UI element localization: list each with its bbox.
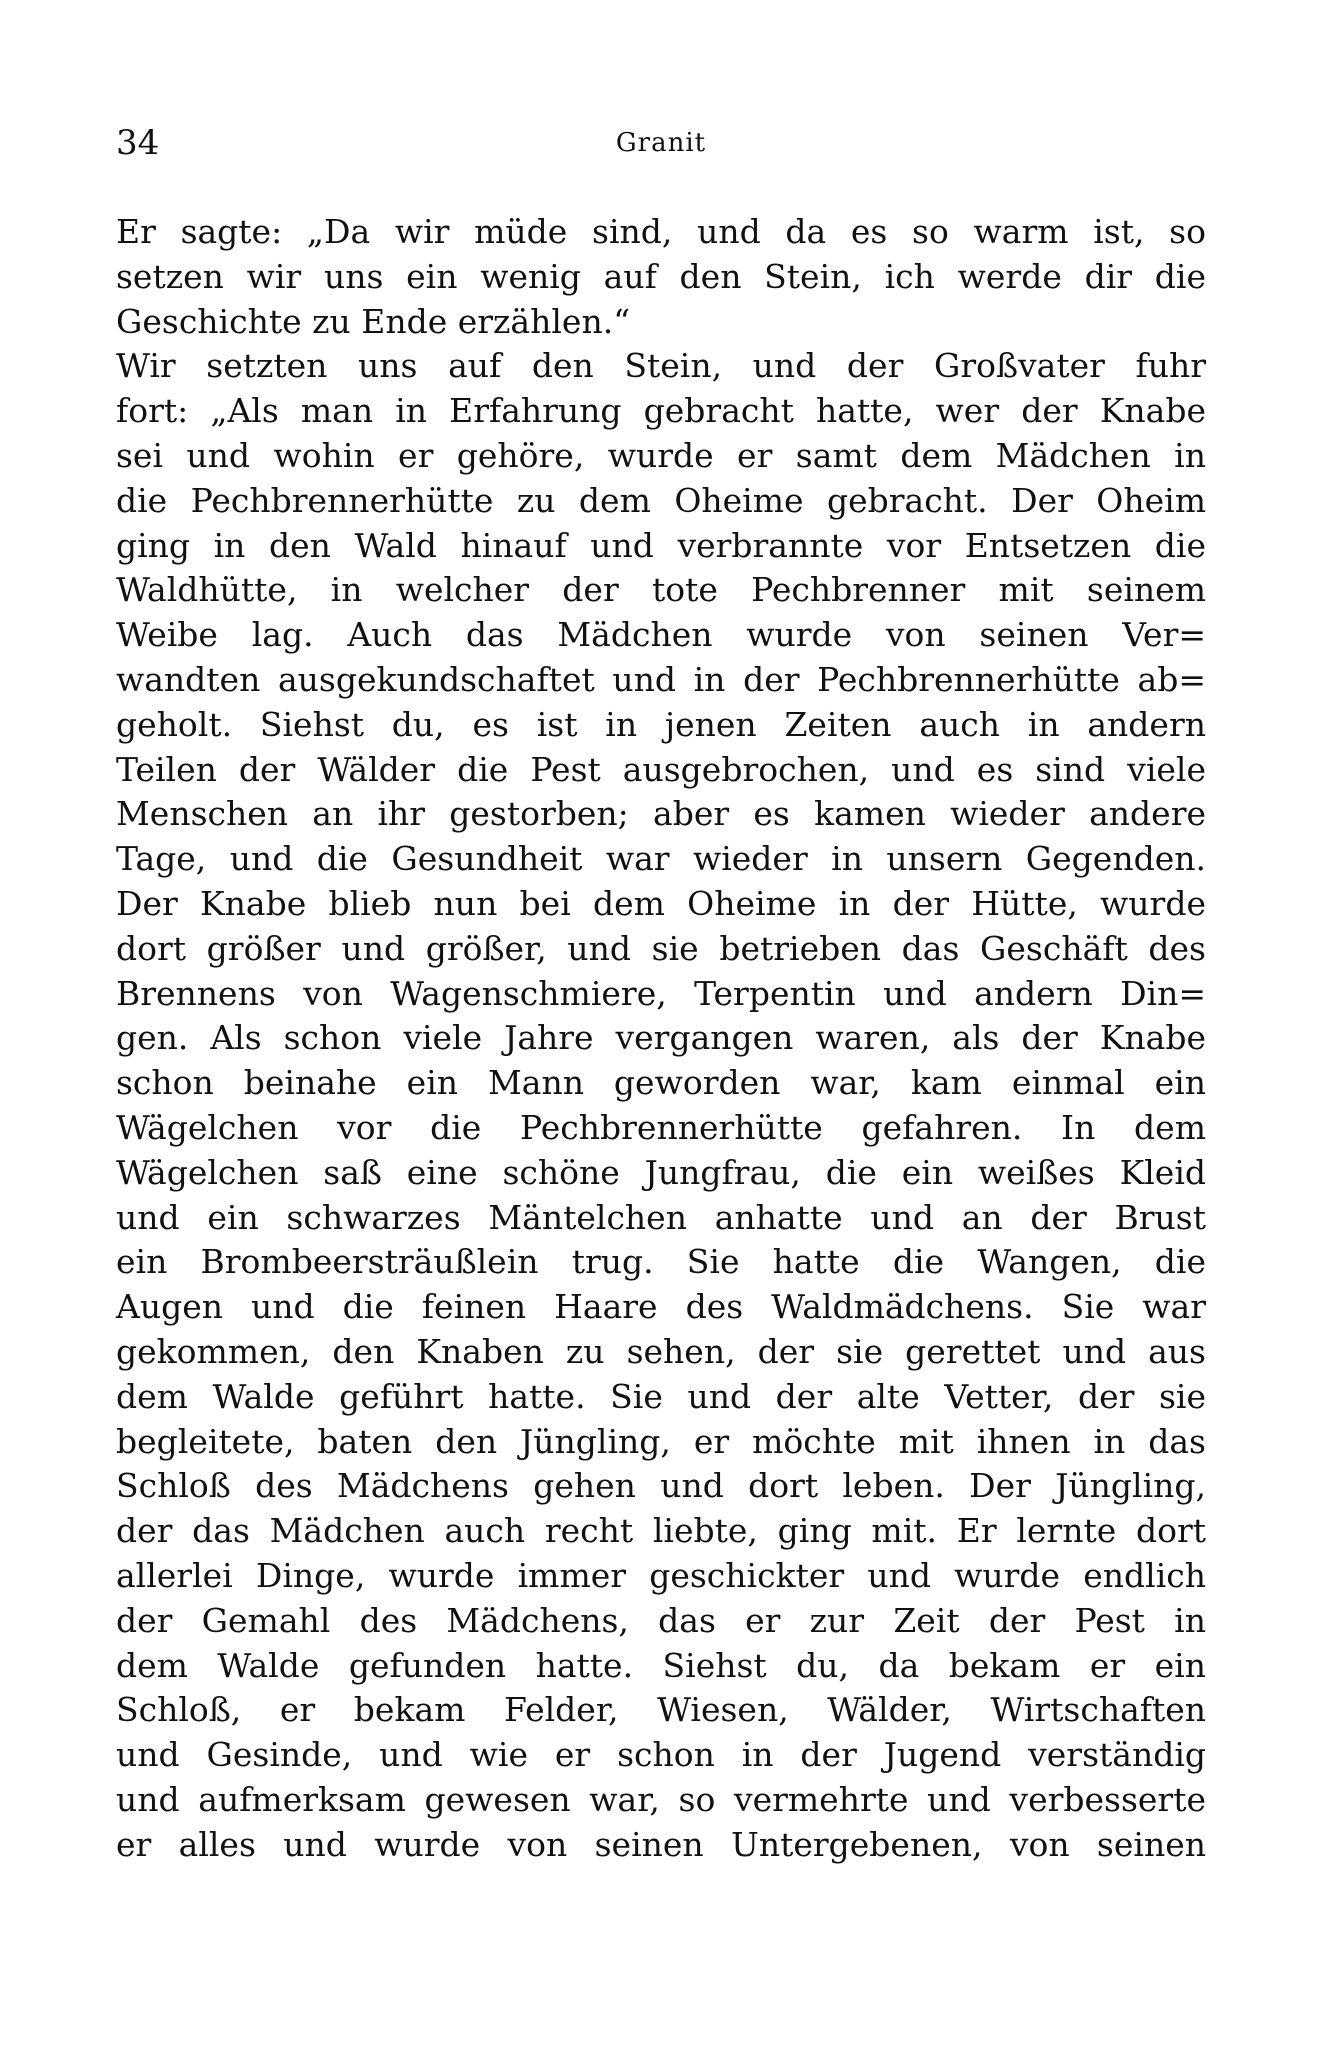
text-line: dort größer und größer, und sie betrieben das Geschäft des [116, 928, 1206, 968]
text-line: ein Brombeersträußlein trug. Sie hatte die Wangen, die [116, 1242, 1206, 1282]
page-header [116, 118, 1206, 168]
text-line: gekommen, den Knaben zu sehen, der sie gerettet und aus [116, 1331, 1206, 1371]
text-line: Er sagte: „Da wir müde sind, und da es so warm ist, so [116, 212, 1206, 251]
text-line: schon beinahe ein Mann geworden war, kam einmal ein [116, 1063, 1206, 1103]
body-text [116, 210, 1206, 1867]
text-line: Waldhütte, in welcher der tote Pechbrenner mit seinem [116, 570, 1206, 610]
text-line: er alles und wurde von seinen Untergebenen, von seinen [116, 1824, 1206, 1864]
text-line: Geschichte zu Ende erzählen.“ [116, 301, 631, 341]
text-line: Brennens von Wagenschmiere, Terpentin und andern Din= [116, 973, 1206, 1013]
text-line: allerlei Dinge, wurde immer geschickter und wurde endlich [116, 1555, 1206, 1595]
text-line: begleitete, baten den Jüngling, er möchte mit ihnen in das [116, 1421, 1206, 1461]
text-line: Tage, und die Gesundheit war wieder in unsern Gegenden. [116, 839, 1206, 879]
text-line: und aufmerksam gewesen war, so vermehrte und verbesserte [116, 1779, 1206, 1819]
text-line: die Pechbrennerhütte zu dem Oheime gebracht. Der Oheim [116, 480, 1206, 520]
text-line: setzen wir uns ein wenig auf den Stein, ich werde dir die [116, 256, 1206, 296]
text-line: wandten ausgekundschaftet und in der Pechbrennerhütte ab= [116, 659, 1206, 699]
text-line: Wir setzten uns auf den Stein, und der Großvater fuhr [116, 346, 1206, 386]
text-line: Weibe lag. Auch das Mädchen wurde von seinen Ver= [116, 615, 1206, 655]
text-line: der das Mädchen auch recht liebte, ging mit. Er lernte dort [116, 1511, 1206, 1551]
text-line: Teilen der Wälder die Pest ausgebrochen, und es sind viele [116, 749, 1206, 789]
text-line: Schloß des Mädchens gehen und dort leben. Der Jüngling, [116, 1466, 1206, 1506]
text-line: der Gemahl des Mädchens, das er zur Zeit der Pest in [116, 1600, 1206, 1640]
text-line: dem Walde geführt hatte. Sie und der alte Vetter, der sie [116, 1376, 1206, 1416]
text-line: geholt. Siehst du, es ist in jenen Zeiten auch in andern [116, 704, 1206, 744]
text-line: Augen und die feinen Haare des Waldmädchens. Sie war [116, 1287, 1206, 1327]
text-line: gen. Als schon viele Jahre vergangen waren, als der Knabe [116, 1018, 1206, 1058]
text-line: dem Walde gefunden hatte. Siehst du, da bekam er ein [116, 1645, 1206, 1685]
text-line: Menschen an ihr gestorben; aber es kamen wieder andere [116, 794, 1206, 834]
text-line: und ein schwarzes Mäntelchen anhatte und an der Brust [116, 1197, 1206, 1237]
text-line: Der Knabe blieb nun bei dem Oheime in der Hütte, wurde [116, 883, 1206, 923]
text-line: ging in den Wald hinauf und verbrannte vor Entsetzen die [116, 525, 1206, 565]
text-line: Schloß, er bekam Felder, Wiesen, Wälder, Wirtschaften [116, 1690, 1206, 1730]
text-line: fort: „Als man in Erfahrung gebracht hatte, wer der Knabe [116, 391, 1206, 431]
text-line: und Gesinde, und wie er schon in der Jugend verständig [116, 1735, 1206, 1775]
running-title: Granit [615, 128, 707, 158]
text-line: Wägelchen vor die Pechbrennerhütte gefahren. In dem [116, 1107, 1206, 1147]
text-line: sei und wohin er gehöre, wurde er samt dem Mädchen in [116, 435, 1206, 475]
page-number: 34 [116, 123, 160, 163]
text-line: Wägelchen saß eine schöne Jungfrau, die ein weißes Kleid [116, 1152, 1206, 1192]
